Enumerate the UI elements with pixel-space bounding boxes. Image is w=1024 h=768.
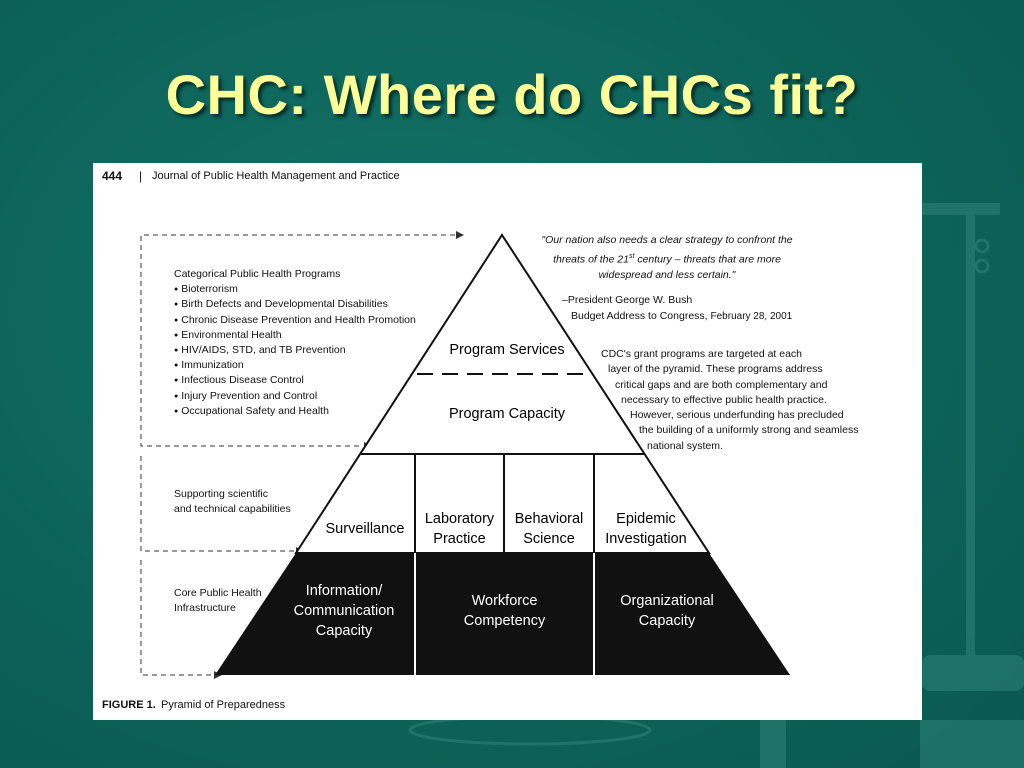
list-item: ● Bioterrorism xyxy=(174,282,416,297)
supporting-line-2: and technical capabilities xyxy=(174,503,291,516)
quote-attribution xyxy=(562,293,792,324)
tier-label-program-capacity: Program Capacity xyxy=(448,406,566,422)
list-item: ● Environmental Health xyxy=(174,328,416,343)
tier-label-organizational-capacity: Organizational Capacity xyxy=(620,593,714,629)
tier-label-behavioral-science: Behavioral Science xyxy=(514,511,584,547)
journal-title: Journal of Public Health Management and Practice xyxy=(152,170,400,182)
cdc-note-line: critical gaps and are both complementary and xyxy=(615,378,828,391)
list-item: ● Immunization xyxy=(174,358,416,373)
quote-line-3: widespread and less certain." xyxy=(598,268,736,281)
tier-label-information-communication-capacity: Information/ Communication Capacity xyxy=(293,583,395,639)
tier-label-epidemic-investigation: Epidemic Investigation xyxy=(605,511,687,547)
cdc-note-line: layer of the pyramid. These programs address xyxy=(608,363,823,376)
list-item: ● Occupational Safety and Health xyxy=(174,404,416,419)
core-infrastructure-label xyxy=(174,586,262,616)
quote-line-1: "Our nation also needs a clear strategy to confront the xyxy=(541,234,793,246)
supporting-line-1: Supporting scientific xyxy=(174,488,268,500)
attribution-date: February 28, 2001 xyxy=(710,310,793,322)
cdc-note-line: the building of a uniformly strong and seamless xyxy=(639,424,859,437)
figure-panel xyxy=(93,163,922,720)
list-item: ● Infectious Disease Control xyxy=(174,373,416,388)
categorical-programs-title: Categorical Public Health Programs xyxy=(174,268,341,280)
tier-label-surveillance: Surveillance xyxy=(325,521,405,537)
figure-caption-label: FIGURE 1. xyxy=(102,699,156,711)
list-item: ● Injury Prevention and Control xyxy=(174,389,416,404)
page-number: 444 xyxy=(102,169,123,183)
cdc-note-line: necessary to effective public health practice. xyxy=(621,393,827,406)
categorical-programs-list xyxy=(174,282,416,419)
tier-label-workforce-competency: Workforce Competency xyxy=(463,593,546,629)
tier-label-program-services: Program Services xyxy=(449,342,565,358)
cdc-note-line: However, serious underfunding has precluded xyxy=(630,409,844,422)
slide-title: CHC: Where do CHCs fit? xyxy=(165,63,859,126)
attribution-address: Budget Address to Congress, February 28, 2001 xyxy=(571,309,793,322)
cdc-note-line: CDC's grant programs are targeted at each xyxy=(601,348,803,360)
figure-caption-text: Pyramid of Preparedness xyxy=(161,699,286,711)
quote-line-2: threats of the 21st century – threats that are more xyxy=(553,252,781,265)
supporting-capabilities-label xyxy=(174,487,291,517)
cdc-note-line: national system. xyxy=(647,439,723,452)
list-item: ● Chronic Disease Prevention and Health Promotion xyxy=(174,313,416,328)
categorical-programs-block xyxy=(174,267,416,419)
bush-quote xyxy=(517,233,817,283)
tier-label-laboratory-practice: Laboratory Practice xyxy=(424,511,495,547)
cdc-note xyxy=(601,347,881,454)
attribution-name: –President George W. Bush xyxy=(562,294,693,306)
list-item: ● HIV/AIDS, STD, and TB Prevention xyxy=(174,343,416,358)
list-item: ● Birth Defects and Developmental Disabilities xyxy=(174,297,416,312)
header-separator: | xyxy=(139,169,143,183)
core-line-2: Infrastructure xyxy=(174,602,236,615)
core-line-1: Core Public Health xyxy=(174,587,262,599)
